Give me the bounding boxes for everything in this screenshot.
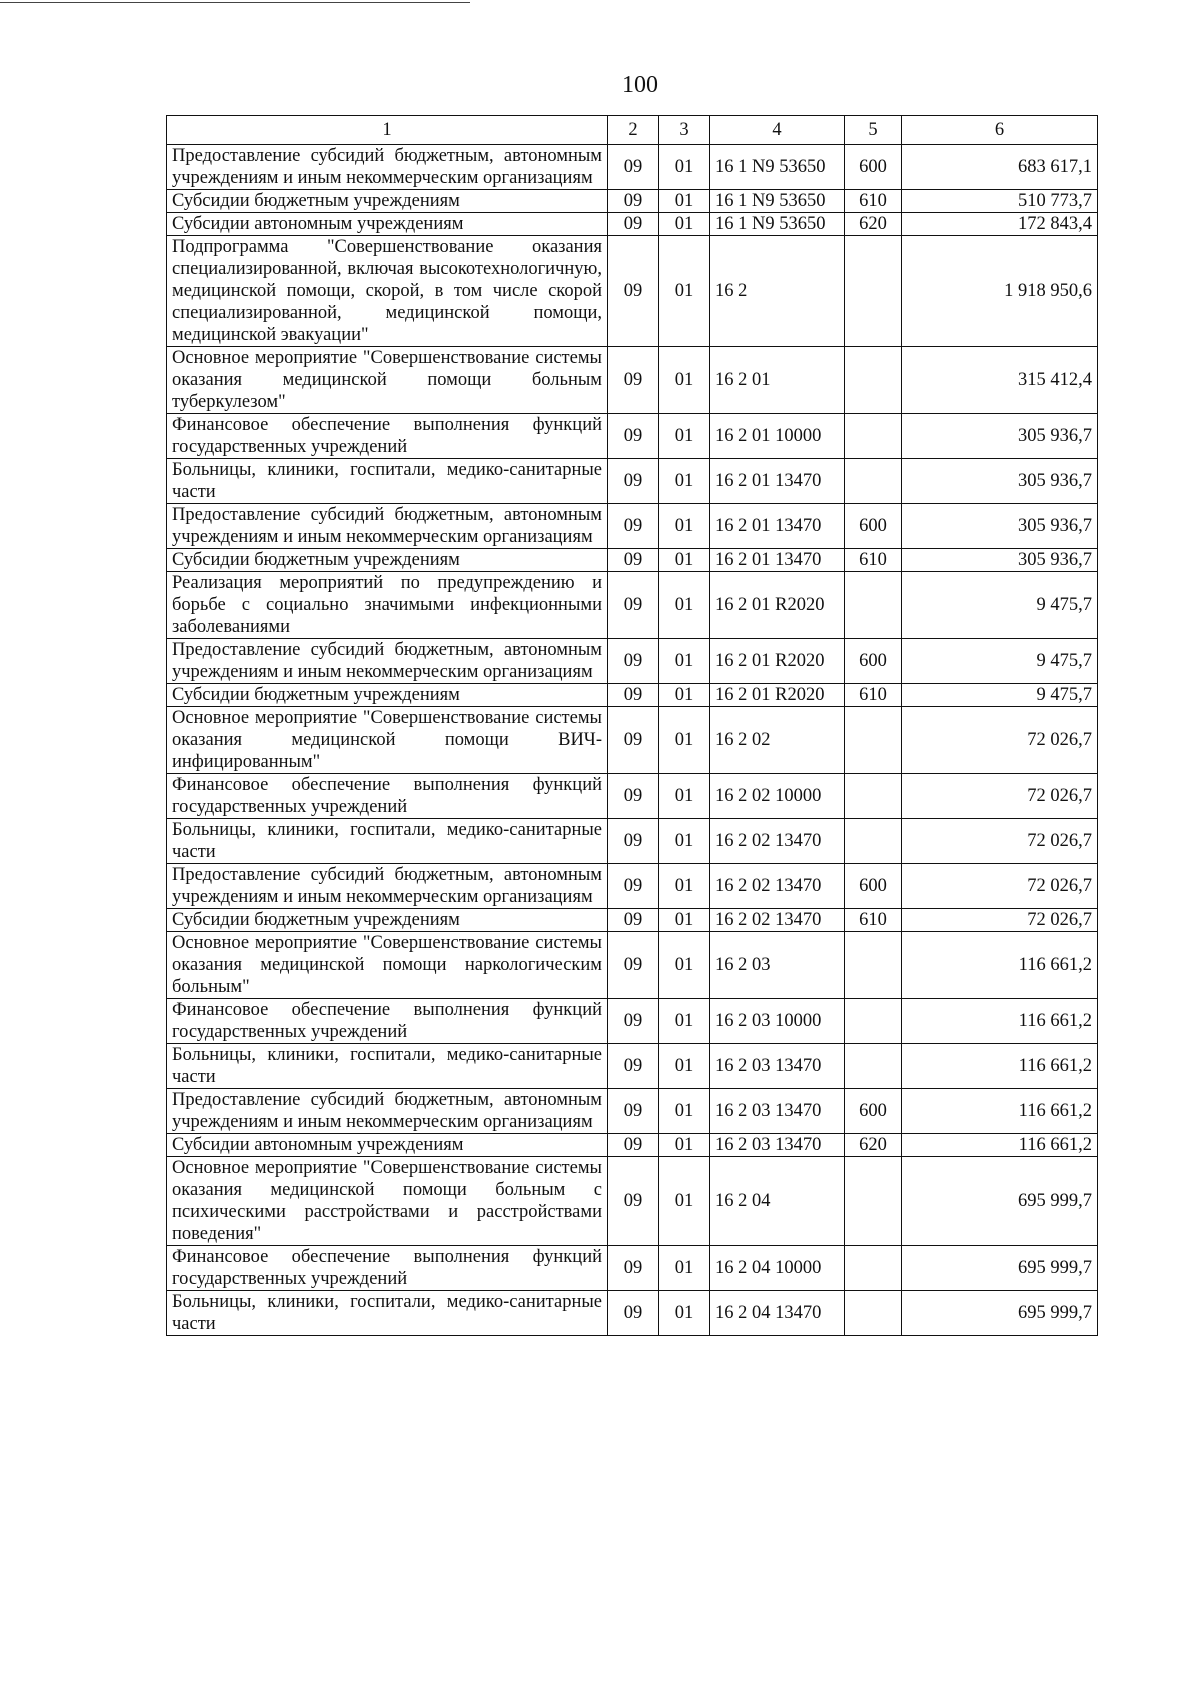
row-name: Финансовое обеспечение выполнения функций государственных учреждений — [167, 414, 608, 459]
header-cell: 3 — [659, 116, 710, 145]
row-section: 09 — [608, 572, 659, 639]
row-expense-type: 600 — [845, 1089, 902, 1134]
row-section: 09 — [608, 1089, 659, 1134]
row-target-code: 16 2 03 13470 — [710, 1089, 845, 1134]
row-target-code: 16 2 01 13470 — [710, 504, 845, 549]
row-target-code: 16 2 01 R2020 — [710, 639, 845, 684]
row-name: Финансовое обеспечение выполнения функций государственных учреждений — [167, 774, 608, 819]
row-expense-type — [845, 774, 902, 819]
row-section: 09 — [608, 864, 659, 909]
row-target-code: 16 2 02 13470 — [710, 864, 845, 909]
table-row — [167, 999, 1098, 1044]
table-row — [167, 1291, 1098, 1336]
table-row — [167, 707, 1098, 774]
row-section: 09 — [608, 1134, 659, 1157]
row-expense-type — [845, 819, 902, 864]
row-subsection: 01 — [659, 347, 710, 414]
row-name: Больницы, клиники, госпитали, медико-санитарные части — [167, 1291, 608, 1336]
row-subsection: 01 — [659, 504, 710, 549]
row-name: Реализация мероприятий по предупреждению и борьбе с социально значимыми инфекционными заболеваниями — [167, 572, 608, 639]
row-target-code: 16 2 04 10000 — [710, 1246, 845, 1291]
row-subsection: 01 — [659, 549, 710, 572]
table-row — [167, 236, 1098, 347]
row-amount: 510 773,7 — [902, 190, 1098, 213]
row-section: 09 — [608, 145, 659, 190]
row-section: 09 — [608, 236, 659, 347]
row-name: Больницы, клиники, госпитали, медико-санитарные части — [167, 459, 608, 504]
table-row — [167, 932, 1098, 999]
page-number: 100 — [622, 72, 658, 98]
header-cell: 5 — [845, 116, 902, 145]
row-amount: 72 026,7 — [902, 864, 1098, 909]
row-section: 09 — [608, 684, 659, 707]
row-name: Финансовое обеспечение выполнения функций государственных учреждений — [167, 1246, 608, 1291]
row-expense-type — [845, 1157, 902, 1246]
row-name: Предоставление субсидий бюджетным, автономным учреждениям и иным некоммерческим организациям — [167, 504, 608, 549]
row-subsection: 01 — [659, 414, 710, 459]
row-name: Предоставление субсидий бюджетным, автономным учреждениям и иным некоммерческим организациям — [167, 864, 608, 909]
row-name: Основное мероприятие "Совершенствование системы оказания медицинской помощи больным с психическими расстройствами и расстройствами поведения" — [167, 1157, 608, 1246]
row-expense-type — [845, 414, 902, 459]
row-amount: 695 999,7 — [902, 1291, 1098, 1336]
row-expense-type — [845, 572, 902, 639]
table-row — [167, 459, 1098, 504]
header-row — [167, 116, 1098, 145]
row-target-code: 16 2 02 10000 — [710, 774, 845, 819]
row-section: 09 — [608, 639, 659, 684]
row-amount: 1 918 950,6 — [902, 236, 1098, 347]
row-section: 09 — [608, 909, 659, 932]
row-target-code: 16 2 02 13470 — [710, 909, 845, 932]
table-row — [167, 213, 1098, 236]
row-expense-type: 600 — [845, 864, 902, 909]
row-section: 09 — [608, 819, 659, 864]
row-amount: 116 661,2 — [902, 1089, 1098, 1134]
row-section: 09 — [608, 190, 659, 213]
row-amount: 9 475,7 — [902, 572, 1098, 639]
row-amount: 172 843,4 — [902, 213, 1098, 236]
row-subsection: 01 — [659, 236, 710, 347]
row-name: Подпрограмма "Совершенствование оказания специализированной, включая высокотехнологичную, медицинской помощи, скорой, в том числе скорой специализированной, медицинской помощи, медицинской эвакуации" — [167, 236, 608, 347]
row-amount: 315 412,4 — [902, 347, 1098, 414]
row-target-code: 16 1 N9 53650 — [710, 213, 845, 236]
row-expense-type — [845, 707, 902, 774]
row-amount: 305 936,7 — [902, 459, 1098, 504]
row-name: Финансовое обеспечение выполнения функций государственных учреждений — [167, 999, 608, 1044]
row-amount: 683 617,1 — [902, 145, 1098, 190]
row-target-code: 16 2 01 10000 — [710, 414, 845, 459]
row-expense-type: 600 — [845, 639, 902, 684]
row-expense-type — [845, 999, 902, 1044]
row-section: 09 — [608, 1246, 659, 1291]
row-section: 09 — [608, 1291, 659, 1336]
row-amount: 305 936,7 — [902, 414, 1098, 459]
row-name: Предоставление субсидий бюджетным, автономным учреждениям и иным некоммерческим организациям — [167, 145, 608, 190]
row-target-code: 16 2 01 — [710, 347, 845, 414]
row-subsection: 01 — [659, 864, 710, 909]
row-target-code: 16 2 — [710, 236, 845, 347]
table-row — [167, 414, 1098, 459]
row-name: Предоставление субсидий бюджетным, автономным учреждениям и иным некоммерческим организациям — [167, 1089, 608, 1134]
row-name: Больницы, клиники, госпитали, медико-санитарные части — [167, 819, 608, 864]
header-cell: 4 — [710, 116, 845, 145]
budget-table — [166, 115, 1098, 1336]
row-expense-type: 620 — [845, 213, 902, 236]
table-row — [167, 819, 1098, 864]
row-amount: 305 936,7 — [902, 549, 1098, 572]
row-target-code: 16 2 04 — [710, 1157, 845, 1246]
row-target-code: 16 2 01 R2020 — [710, 684, 845, 707]
row-expense-type: 610 — [845, 684, 902, 707]
row-name: Субсидии бюджетным учреждениям — [167, 549, 608, 572]
row-amount: 116 661,2 — [902, 1044, 1098, 1089]
row-target-code: 16 2 03 — [710, 932, 845, 999]
table-row — [167, 504, 1098, 549]
table-row — [167, 572, 1098, 639]
row-name: Субсидии бюджетным учреждениям — [167, 190, 608, 213]
row-amount: 695 999,7 — [902, 1157, 1098, 1246]
row-target-code: 16 2 01 13470 — [710, 459, 845, 504]
table-row — [167, 864, 1098, 909]
row-section: 09 — [608, 549, 659, 572]
row-subsection: 01 — [659, 1089, 710, 1134]
row-name: Основное мероприятие "Совершенствование системы оказания медицинской помощи наркологическим больным" — [167, 932, 608, 999]
row-section: 09 — [608, 459, 659, 504]
table-row — [167, 145, 1098, 190]
row-amount: 116 661,2 — [902, 1134, 1098, 1157]
row-subsection: 01 — [659, 774, 710, 819]
row-subsection: 01 — [659, 190, 710, 213]
row-section: 09 — [608, 213, 659, 236]
table-row — [167, 684, 1098, 707]
row-name: Субсидии автономным учреждениям — [167, 1134, 608, 1157]
row-section: 09 — [608, 932, 659, 999]
row-subsection: 01 — [659, 1134, 710, 1157]
row-amount: 72 026,7 — [902, 774, 1098, 819]
row-amount: 695 999,7 — [902, 1246, 1098, 1291]
row-target-code: 16 1 N9 53650 — [710, 190, 845, 213]
row-expense-type: 610 — [845, 190, 902, 213]
row-section: 09 — [608, 504, 659, 549]
row-subsection: 01 — [659, 145, 710, 190]
table-row — [167, 909, 1098, 932]
row-subsection: 01 — [659, 213, 710, 236]
row-expense-type: 610 — [845, 549, 902, 572]
row-expense-type: 620 — [845, 1134, 902, 1157]
row-section: 09 — [608, 999, 659, 1044]
row-amount: 72 026,7 — [902, 819, 1098, 864]
row-subsection: 01 — [659, 999, 710, 1044]
row-subsection: 01 — [659, 572, 710, 639]
row-name: Основное мероприятие "Совершенствование системы оказания медицинской помощи больным туберкулезом" — [167, 347, 608, 414]
row-amount: 116 661,2 — [902, 932, 1098, 999]
row-name: Основное мероприятие "Совершенствование системы оказания медицинской помощи ВИЧ-инфицированным" — [167, 707, 608, 774]
row-name: Субсидии бюджетным учреждениям — [167, 909, 608, 932]
row-section: 09 — [608, 1044, 659, 1089]
table-row — [167, 1089, 1098, 1134]
row-target-code: 16 2 01 13470 — [710, 549, 845, 572]
table-row — [167, 639, 1098, 684]
row-name: Субсидии автономным учреждениям — [167, 213, 608, 236]
table-row — [167, 347, 1098, 414]
row-subsection: 01 — [659, 1044, 710, 1089]
row-expense-type — [845, 932, 902, 999]
table-row — [167, 190, 1098, 213]
table-row — [167, 1246, 1098, 1291]
row-subsection: 01 — [659, 707, 710, 774]
row-subsection: 01 — [659, 819, 710, 864]
row-subsection: 01 — [659, 909, 710, 932]
row-subsection: 01 — [659, 639, 710, 684]
header-cell: 1 — [167, 116, 608, 145]
row-amount: 72 026,7 — [902, 707, 1098, 774]
row-target-code: 16 2 03 13470 — [710, 1134, 845, 1157]
row-name: Субсидии бюджетным учреждениям — [167, 684, 608, 707]
row-expense-type — [845, 347, 902, 414]
table-row — [167, 774, 1098, 819]
table-row — [167, 1134, 1098, 1157]
row-expense-type: 610 — [845, 909, 902, 932]
row-expense-type — [845, 1044, 902, 1089]
row-section: 09 — [608, 1157, 659, 1246]
scan-artifact-line — [0, 2, 470, 3]
table-row — [167, 1044, 1098, 1089]
row-target-code: 16 2 02 13470 — [710, 819, 845, 864]
row-section: 09 — [608, 774, 659, 819]
row-target-code: 16 2 03 13470 — [710, 1044, 845, 1089]
row-amount: 9 475,7 — [902, 639, 1098, 684]
row-amount: 72 026,7 — [902, 909, 1098, 932]
row-subsection: 01 — [659, 1246, 710, 1291]
row-name: Предоставление субсидий бюджетным, автономным учреждениям и иным некоммерческим организациям — [167, 639, 608, 684]
row-section: 09 — [608, 414, 659, 459]
row-section: 09 — [608, 347, 659, 414]
row-section: 09 — [608, 707, 659, 774]
row-target-code: 16 2 02 — [710, 707, 845, 774]
table-row — [167, 549, 1098, 572]
row-expense-type: 600 — [845, 504, 902, 549]
row-amount: 9 475,7 — [902, 684, 1098, 707]
row-target-code: 16 2 03 10000 — [710, 999, 845, 1044]
row-amount: 116 661,2 — [902, 999, 1098, 1044]
row-subsection: 01 — [659, 684, 710, 707]
header-cell: 2 — [608, 116, 659, 145]
row-name: Больницы, клиники, госпитали, медико-санитарные части — [167, 1044, 608, 1089]
row-subsection: 01 — [659, 459, 710, 504]
header-cell: 6 — [902, 116, 1098, 145]
row-target-code: 16 1 N9 53650 — [710, 145, 845, 190]
row-expense-type — [845, 236, 902, 347]
row-subsection: 01 — [659, 932, 710, 999]
row-subsection: 01 — [659, 1291, 710, 1336]
row-expense-type: 600 — [845, 145, 902, 190]
row-target-code: 16 2 01 R2020 — [710, 572, 845, 639]
row-amount: 305 936,7 — [902, 504, 1098, 549]
row-target-code: 16 2 04 13470 — [710, 1291, 845, 1336]
table-row — [167, 1157, 1098, 1246]
row-expense-type — [845, 459, 902, 504]
row-expense-type — [845, 1246, 902, 1291]
row-subsection: 01 — [659, 1157, 710, 1246]
table-body — [167, 145, 1098, 1336]
row-expense-type — [845, 1291, 902, 1336]
